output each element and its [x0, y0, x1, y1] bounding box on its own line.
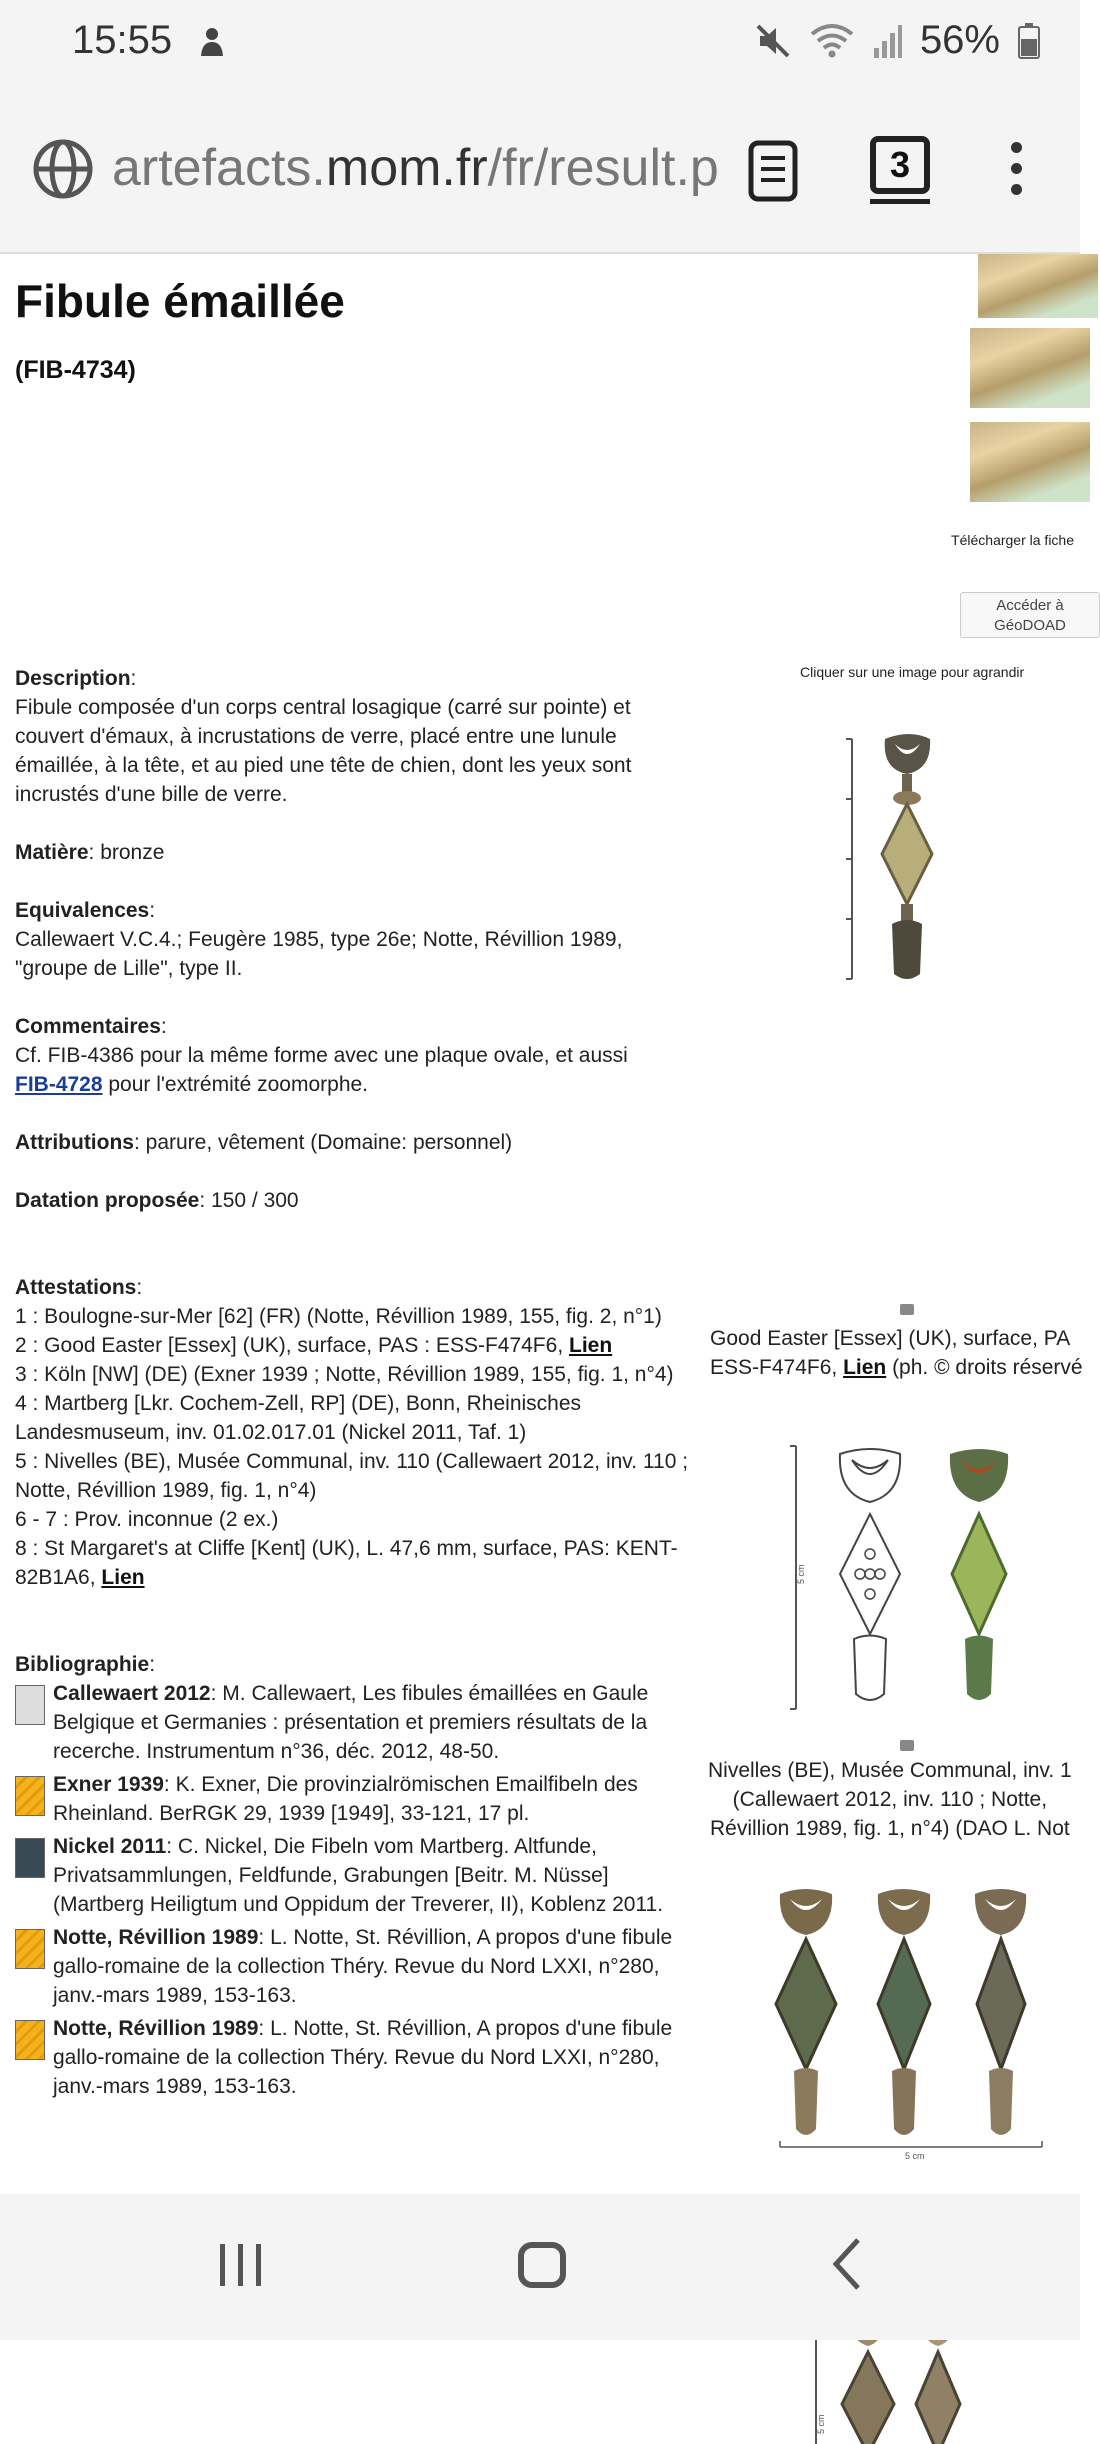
bibliography-thumbnail-icon[interactable] [15, 1685, 45, 1725]
bibliography-item [15, 1832, 695, 1919]
battery-icon [1018, 23, 1040, 59]
caption2-line3: Révillion 1989, fig. 1, n°4) (DAO L. Not [710, 1817, 1070, 1840]
fibula-photo-3[interactable] [770, 1889, 1060, 2159]
caption1-line2-start: ESS-F474F6, [710, 1356, 844, 1379]
home-icon[interactable] [518, 2242, 566, 2288]
scale-label-photo: 5 cm [905, 2151, 925, 2161]
tabs-button[interactable]: 3 [870, 136, 930, 194]
attestations-list [15, 1302, 695, 1592]
bibliography-entry [53, 1923, 695, 2010]
bibliography-text: : L. Notte, St. Révillion, A propos d'une fibule gallo-romaine de la collection Théry. Revue du Nord LXXI, n°280, janv.-mars 1989, 153-163. [53, 2017, 673, 2098]
image-caption-2 [708, 1756, 1072, 1843]
status-bar [0, 0, 1080, 86]
status-time: 15:55 [72, 18, 173, 62]
attestation-item [15, 1447, 695, 1505]
attestation-item [15, 1302, 695, 1331]
fibula-drawing[interactable] [790, 1444, 1050, 1714]
geodoad-label: Accéder à GéoDOAD [994, 597, 1066, 634]
datation-section: Datation proposée: 150 / 300 [15, 1189, 299, 1212]
scale-label-partial: 5 cm [816, 2414, 826, 2434]
attestation-text: 3 : Köln [NW] (DE) (Exner 1939 ; Notte, Révillion 1989, 155, fig. 1, n°4) [15, 1363, 674, 1386]
bibliography-list [15, 1679, 695, 2101]
bibliography-entry [53, 1770, 695, 1828]
bibliography-author: Callewaert 2012 [53, 1682, 211, 1705]
matiere-label: Matière [15, 841, 89, 864]
attestation-lien-link[interactable]: Lien [569, 1334, 613, 1357]
attestation-lien-link[interactable]: Lien [101, 1566, 145, 1589]
attestation-text: 6 - 7 : Prov. inconnue (2 ex.) [15, 1508, 279, 1531]
download-sheet-link[interactable]: Télécharger la fiche [951, 532, 1074, 548]
attestation-item [15, 1331, 695, 1360]
attestation-text: 5 : Nivelles (BE), Musée Communal, inv. 110 (Callewaert 2012, inv. 110 ; Notte, Révillion 1989, fig. 1, n°4) [15, 1450, 689, 1502]
attestations-section: Attestations: 1 : Boulogne-sur-Mer [62] (FR) (Notte, Révillion 1989, 155, fig. 2, n°1) 2 : Good Easter [Essex] (UK), surface, PAS : ESS-F474F6, Lien 3 : Köln [NW] (DE) (Exner 1939 ; Notte, Révillion 1989, 155, fig. 1, n°4) 4 : Martberg [Lkr. Cochem-Zell, RP] (DE), Bonn, Rheinisches Landesmuseum, inv. 01.02.017.01 (Nickel 2011, Taf. 1) 5 : Nivelles (BE), Musée Communal, inv. 110 (Callewaert 2012, inv. 110 ; Notte, Révillion 1989, fig. 1, n°4) 6 - 7 : Prov. inconnue (2 ex.) 8 : St Margaret's at Cliffe [Kent] (UK), L. 47,6 mm, surface, PAS: KENT-82B1A6, Lien [15, 1273, 695, 1592]
caption1-lien-link[interactable]: Lien [843, 1356, 887, 1379]
browser-toolbar [0, 86, 1080, 254]
matiere-section: Matière: bronze [15, 841, 165, 864]
attributions-section: Attributions: parure, vêtement (Domaine: personnel) [15, 1131, 513, 1154]
bibliography-thumbnail-icon[interactable] [15, 1929, 45, 1969]
image-caption-1 [710, 1324, 1083, 1382]
globe-icon[interactable] [32, 138, 94, 200]
commentaires-section: Commentaires: Cf. FIB-4386 pour la même forme avec une plaque ovale, et aussi FIB-4728 pour l'extrémité zoomorphe. [15, 1015, 628, 1096]
status-icons [754, 18, 1040, 63]
matiere-value: bronze [100, 841, 165, 864]
bibliography-entry [53, 1832, 695, 1919]
commentaires-label: Commentaires [15, 1015, 161, 1038]
bibliography-thumbnail-icon[interactable] [15, 2020, 45, 2060]
attestation-item [15, 1389, 695, 1447]
attestation-text: 8 : St Margaret's at Cliffe [Kent] (UK), L. 47,6 mm, surface, PAS: KENT-82B1A6, [15, 1537, 678, 1589]
attributions-label: Attributions [15, 1131, 134, 1154]
bibliographie-label: Bibliographie [15, 1653, 150, 1676]
description-text: Fibule composée d'un corps central losagique (carré sur pointe) et couvert d'émaux, à incrustations de verre, placé entre une lunule émaillée, à la tête, et au pied une tête de chien, dont les yeux sont incrustés d'une bille de verre. [15, 696, 632, 806]
system-nav-bar [0, 2194, 1080, 2340]
bibliography-item [15, 2014, 695, 2101]
battery-percent: 56% [919, 18, 1000, 62]
bibliography-text: : K. Exner, Die provinzialrömischen Emailfibeln des Rheinland. BerRGK 29, 1939 [1949], 33-121, 17 pl. [53, 1773, 638, 1825]
bibliography-item [15, 1923, 695, 2010]
recent-apps-icon[interactable] [218, 2242, 264, 2288]
url-field[interactable] [112, 138, 719, 198]
commentaires-text: Cf. FIB-4386 pour la même forme avec une plaque ovale, et aussi [15, 1044, 628, 1067]
bibliography-item [15, 1679, 695, 1766]
artefact-details [15, 664, 695, 2105]
attestations-label: Attestations [15, 1276, 137, 1299]
datation-value: 150 / 300 [211, 1189, 299, 1212]
equivalences-section: Equivalences: Callewaert V.C.4.; Feugère 1985, type 26e; Notte, Révillion 1989, "groupe de Lille", type II. [15, 899, 623, 980]
equivalences-value: Callewaert V.C.4.; Feugère 1985, type 26e; Notte, Révillion 1989, "groupe de Lille", type II. [15, 928, 623, 980]
attestation-text: 1 : Boulogne-sur-Mer [62] (FR) (Notte, Révillion 1989, 155, fig. 2, n°1) [15, 1305, 662, 1328]
description-label: Description [15, 667, 131, 690]
signal-icon [872, 22, 902, 60]
attestation-text: 4 : Martberg [Lkr. Cochem-Zell, RP] (DE), Bonn, Rheinisches Landesmuseum, inv. 01.02.017.01 (Nickel 2011, Taf. 1) [15, 1392, 582, 1444]
bibliography-author: Exner 1939 [53, 1773, 164, 1796]
mute-icon [754, 22, 792, 60]
overflow-menu-icon[interactable] [1004, 142, 1028, 202]
camera-icon [900, 1740, 914, 1751]
datation-label: Datation proposée [15, 1189, 200, 1212]
map-thumbnail[interactable] [978, 254, 1098, 318]
attestation-item [15, 1360, 695, 1389]
map-thumbnail[interactable] [970, 328, 1090, 408]
caption2-line1: Nivelles (BE), Musée Communal, inv. 1 [708, 1759, 1072, 1782]
bibliography-item [15, 1770, 695, 1828]
page-title: Fibule émaillée [15, 275, 345, 327]
click-image-hint: Cliquer sur une image pour agrandir [800, 664, 1025, 680]
url-suffix: /fr/result.p [487, 139, 719, 197]
commentaires-text-end: pour l'extrémité zoomorphe. [102, 1073, 369, 1096]
bibliography-author: Notte, Révillion 1989 [53, 1926, 259, 1949]
geodoad-button[interactable] [960, 592, 1100, 638]
caption2-line2: (Callewaert 2012, inv. 110 ; Notte, [732, 1788, 1048, 1811]
bibliography-author: Notte, Révillion 1989 [53, 2017, 259, 2040]
map-thumbnail[interactable] [970, 422, 1090, 502]
bibliography-entry [53, 2014, 695, 2101]
bibliography-author: Nickel 2011 [53, 1835, 167, 1858]
caption1-line2-end: (ph. © droits réservé [886, 1356, 1083, 1379]
attestation-text: 2 : Good Easter [Essex] (UK), surface, PAS : ESS-F474F6, [15, 1334, 569, 1357]
bibliography-text: : L. Notte, St. Révillion, A propos d'une fibule gallo-romaine de la collection Théry. Revue du Nord LXXI, n°280, janv.-mars 1989, 153-163. [53, 1926, 673, 2007]
bibliography-entry [53, 1679, 695, 1766]
fibula-photo-1[interactable] [840, 734, 950, 984]
back-icon[interactable] [830, 2236, 864, 2292]
attestation-item [15, 1505, 695, 1534]
fib-4728-link[interactable]: FIB-4728 [15, 1073, 103, 1096]
url-prefix: artefacts. [112, 139, 326, 197]
attestation-item [15, 1534, 695, 1592]
bibliographie-section: Bibliographie: Callewaert 2012: M. Callewaert, Les fibules émaillées en Gaule Belgique et Germanies : présentation et premiers résultats de la recerche. Instrumentum n°36, déc. 2012, 48-50. Exner 1939: K. Exner, Die provinzialrömischen Emailfibeln des Rheinland. BerRGK 29, 1939 [1949], 33-121, 17 pl. Nickel 2011: C. Nickel, Die Fibeln vom Martberg. Altfunde, Privatsammlungen, Feldfunde, Grabungen [Beitr. M. Nüsse] (Martberg Heiligtum und Oppidum der Treverer, II), Koblenz 2011. Notte, Révillion 1989: L. Notte, St. Révillion, A propos d'une fibule gallo-romaine de la collection Théry. Revue du Nord LXXI, n°280, janv.-mars 1989, 153-163. Notte, Révillion 1989: L. Notte, St. Révillion, A propos d'une fibule gallo-romaine de la collection Théry. Revue du Nord LXXI, n°280, janv.-mars 1989, 153-163. [15, 1650, 695, 2101]
bibliography-text: : C. Nickel, Die Fibeln vom Martberg. Altfunde, Privatsammlungen, Feldfunde, Grabungen [Beitr. M. Nüsse] (Martberg Heiligtum und Oppidum der Treverer, II), Koblenz 2011. [53, 1835, 664, 1916]
person-icon [198, 26, 226, 58]
page-content [0, 254, 1083, 2434]
bibliography-thumbnail-icon[interactable] [15, 1776, 45, 1816]
description-section: Description: Fibule composée d'un corps central losagique (carré sur pointe) et couvert d'émaux, à incrustations de verre, placé entre une lunule émaillée, à la tête, et au pied une tête de chien, dont les yeux sont incrustés d'une bille de verre. [15, 667, 632, 806]
caption1-line1: Good Easter [Essex] (UK), surface, PA [710, 1327, 1071, 1350]
wifi-icon [810, 22, 854, 60]
scale-label-drawing: 5 cm [796, 1564, 806, 1584]
equivalences-label: Equivalences [15, 899, 150, 922]
artefact-code: (FIB-4734) [15, 356, 136, 384]
bibliography-text: : M. Callewaert, Les fibules émaillées en Gaule Belgique et Germanies : présentation et premiers résultats de la recerche. Instrumentum n°36, déc. 2012, 48-50. [53, 1682, 649, 1763]
bibliography-thumbnail-icon[interactable] [15, 1838, 45, 1878]
camera-icon [900, 1304, 914, 1315]
url-domain: mom.fr [325, 139, 488, 197]
reader-mode-icon[interactable] [748, 140, 798, 202]
attributions-value: parure, vêtement (Domaine: personnel) [145, 1131, 513, 1154]
